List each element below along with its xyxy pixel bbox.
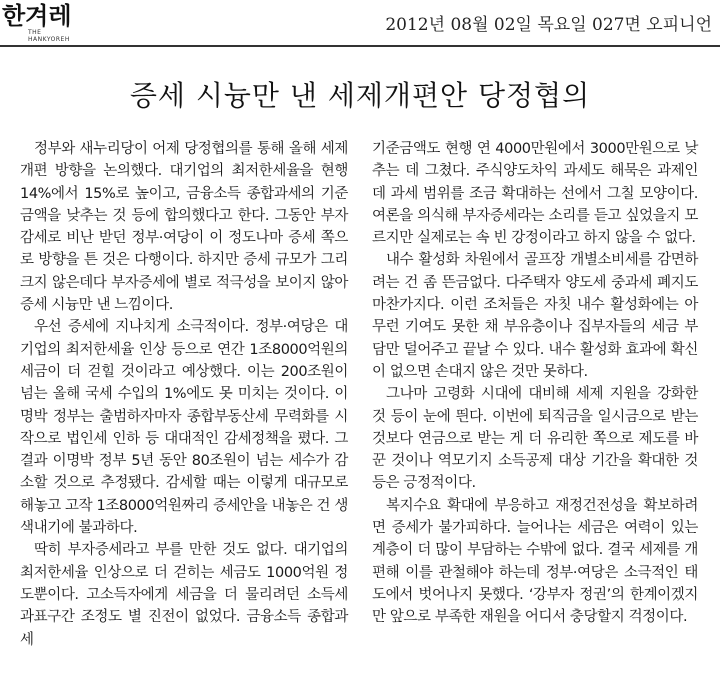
paragraph: 딱히 부자증세라고 부를 만한 것도 없다. 대기업의 최저한세율 인상으로 더 걷히는 세금도 1000억원 정도뿐이다. 고소득자에게 세금을 더 물리려던 소득세 과표구간 조정도 별 진전이 없었다. 금융소득 종합과세	[20, 542, 348, 648]
paragraph: 그나마 고령화 시대에 대비해 세제 지원을 강화한 것 등이 눈에 띈다. 이번에 퇴직금을 일시금으로 받는 것보다 연금으로 받는 게 더 유리한 쪽으로 제도를 바꾼 것이나 역모기지 소득공제 대상 기간을 확대한 것 등은 긍정적이다.	[372, 386, 698, 492]
paragraph: 복지수요 확대에 부응하고 재정건전성을 확보하려면 증세가 불가피하다. 늘어나는 세금은 여력이 있는 계층이 더 많이 부담하는 수밖에 없다. 결국 세제를 개편해 이를 관철해야 하는데 정부·여당은 소극적인 태도에서 벗어나지 못했다. ‘강부자 정권’의 한계이겠지만 앞으로 부족한 재원을 어디서 충당할지 걱정이다.	[372, 497, 698, 626]
paragraph: 우선 증세에 지나치게 소극적이다. 정부·여당은 대기업의 최저한세율 인상 등으로 연간 1조8000억원의 세금이 더 걷힐 것이라고 예상했다. 이는 200조원이 넘는 올해 국세 수입의 1%에도 못 미치는 것이다. 이명박 정부는 출범하자마자 종합부동산세 무력화를 시작으로 법인세 인하 등 대대적인 감세정책을 폈다. 그 결과 이명박 정부 5년 동안 80조원이 넘는 세수가 감소할 것으로 추정됐다. 감세할 때는 이렇게 대규모로 해놓고 고작 1조8000억원짜리 증세안을 내놓은 건 생색내기에 불과하다.	[20, 319, 348, 537]
article-column-left	[20, 138, 348, 651]
paragraph: 기준금액도 현행 연 4000만원에서 3000만원으로 낮추는 데 그쳤다. 주식양도차익 과세도 해묵은 과제인데 과세 범위를 조금 확대하는 선에서 그칠 모양이다. 여론을 의식해 부자증세라는 소리를 듣고 싶었을지 모르지만 실제로는 속 빈 강정이라고 하지 않을 수 없다.	[372, 141, 698, 247]
paragraph: 내수 활성화 차원에서 골프장 개별소비세를 감면하려는 건 좀 뜬금없다. 다주택자 양도세 중과세 폐지도 마찬가지다. 이런 조처들은 자칫 내수 활성화에는 아무런 기여도 못한 채 부유층이나 집부자들의 세금 부담만 덜어주고 끝날 수 있다. 내수 활성화 효과에 확신이 없으면 손대지 않은 것만 못하다.	[372, 252, 698, 380]
masthead	[0, 0, 720, 44]
article-headline: 증세 시늉만 낸 세제개편안 당정협의	[129, 79, 591, 112]
logo-wordmark: 한겨레	[2, 2, 72, 30]
article-column-right	[372, 138, 698, 629]
paragraph: 정부와 새누리당이 어제 당정협의를 통해 올해 세제 개편 방향을 논의했다. 대기업의 최저한세율을 현행 14%에서 15%로 높이고, 금융소득 종합과세의 기준금액을 낮추는 것 등에 합의했다고 한다. 그동안 부자감세로 비난 받던 정부·여당이 이 정도나마 증세 쪽으로 방향을 튼 것은 다행이다. 하지만 증세 규모가 그리 크지 않은데다 부자증세에 별로 적극성을 보이지 않아 증세 시늉만 낸 느낌이다.	[20, 141, 348, 314]
header-divider	[0, 45, 720, 47]
dateline: 2012년 08월 02일 목요일 027면 오피니언	[385, 15, 712, 35]
logo-subtitle: THE HANKYOREH	[28, 29, 70, 43]
newspaper-logo[interactable]	[2, 2, 76, 42]
